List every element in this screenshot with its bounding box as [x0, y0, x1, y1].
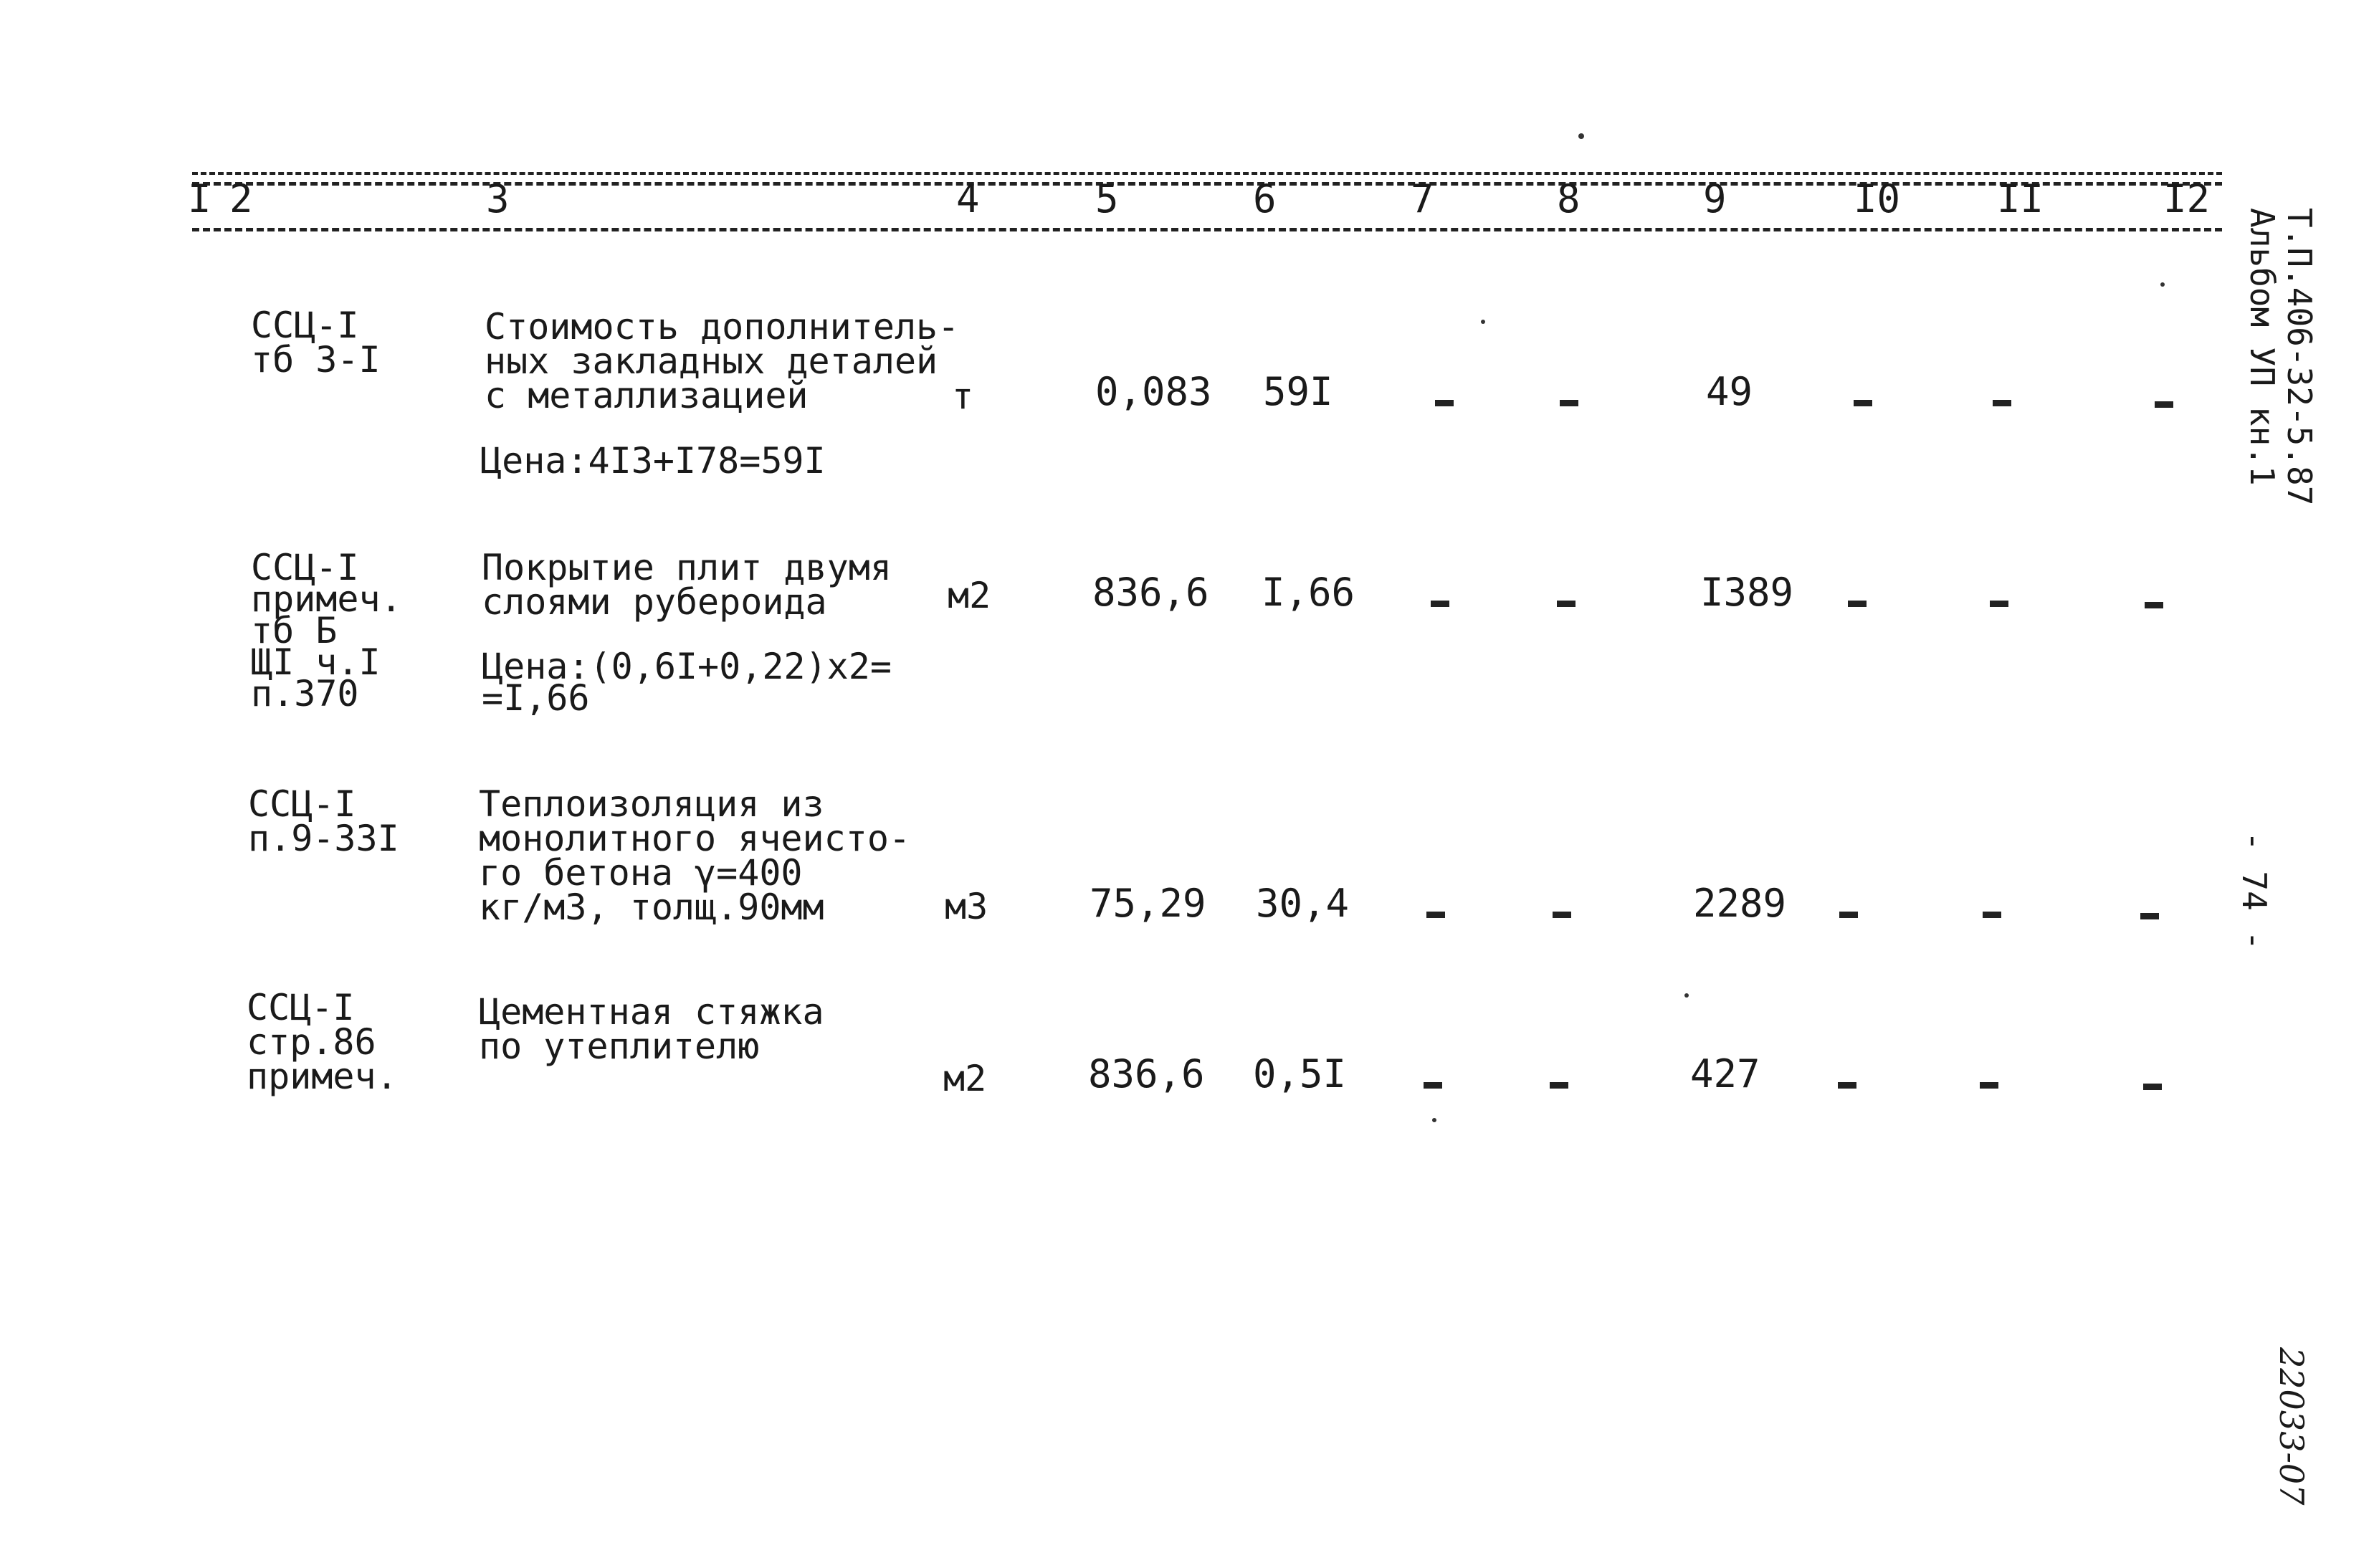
table-row-1-quantity: 0,083 [1095, 369, 1212, 414]
table-row-2-unit-price: I,66 [1262, 570, 1355, 615]
table-row-4-col11-dash [1980, 1082, 1998, 1089]
scan-speck [1481, 320, 1485, 324]
table-row-2-total: I389 [1700, 570, 1794, 615]
table-row-4-description: Цементная стяжка по утеплителю [479, 991, 824, 1067]
margin-document-code: Т.П.406-32-5.87 Альбом УП кн.1 [2243, 208, 2319, 506]
table-row-4-col8-dash [1550, 1082, 1568, 1089]
table-row-1-col11-dash [1993, 400, 2011, 406]
table-row-3-col11-dash [1983, 912, 2001, 918]
col-header-7: 7 [1411, 176, 1434, 221]
table-row-1-col8-dash [1560, 400, 1578, 406]
table-row-1-col7-dash [1435, 400, 1454, 406]
col-header-9: 9 [1703, 176, 1727, 221]
table-row-4-col7-dash [1424, 1082, 1442, 1089]
table-row-1-code: ССЦ-I тб 3-I [251, 305, 381, 381]
table-row-4-code: ССЦ-I стр.86 примеч. [247, 987, 398, 1097]
margin-stamp-number: 22033-07 [2272, 1347, 2311, 1506]
table-row-4-unit-price: 0,5I [1253, 1051, 1347, 1096]
table-row-3-unit: м3 [945, 886, 988, 927]
table-row-1-description: Стоимость дополнитель- ных закладных деталей с металлизацией [485, 306, 960, 416]
table-header-rule-lower [192, 228, 2222, 231]
scan-speck [1684, 993, 1689, 998]
col-header-11: II [1997, 176, 2044, 221]
col-header-2: 2 [229, 176, 253, 221]
table-row-4-quantity: 836,6 [1088, 1051, 1205, 1096]
table-row-1-price-note: Цена:4I3+I78=59I [480, 440, 826, 482]
table-row-2-price-note: Цена:(0,6I+0,22)х2= =I,66 [482, 646, 892, 719]
table-row-4-unit: м2 [943, 1058, 987, 1099]
scan-speck [1432, 1118, 1436, 1122]
col-header-12: I2 [2163, 176, 2211, 221]
table-row-1-unit-price: 59I [1263, 369, 1333, 414]
table-row-2-col7-dash [1431, 601, 1449, 607]
table-row-3-total: 2289 [1693, 881, 1787, 926]
scan-speck [2160, 282, 2165, 287]
table-row-3-code: ССЦ-I п.9-33I [248, 783, 399, 859]
table-row-1-unit: т [952, 376, 974, 417]
col-header-8: 8 [1557, 176, 1581, 221]
col-header-1: I [188, 176, 211, 221]
table-row-1-col10-dash [1854, 400, 1872, 406]
table-row-3-col8-dash [1553, 912, 1571, 918]
col-header-4: 4 [956, 176, 980, 221]
table-row-2-col12-dash [2145, 602, 2163, 608]
table-row-2-unit: м2 [948, 575, 991, 616]
table-row-2-col10-dash [1848, 601, 1867, 607]
col-header-3: 3 [486, 176, 510, 221]
table-row-1-total: 49 [1706, 369, 1753, 414]
table-row-4-col12-dash [2143, 1084, 2162, 1090]
table-row-1-col12-dash [2155, 401, 2173, 408]
table-row-4-col10-dash [1838, 1082, 1856, 1089]
scan-speck [1578, 133, 1584, 139]
table-row-2-col8-dash [1557, 601, 1575, 607]
table-row-2-col11-dash [1990, 601, 2008, 607]
table-row-3-description: Теплоизоляция из монолитного ячеисто- го бетона γ=400 кг/м3, толщ.90мм [479, 783, 911, 928]
table-row-3-unit-price: 30,4 [1256, 881, 1350, 926]
table-row-3-col10-dash [1839, 912, 1858, 918]
margin-page-number: - 74 - [2235, 831, 2274, 951]
table-top-rule [192, 172, 2222, 175]
table-row-4-total: 427 [1690, 1051, 1760, 1096]
table-row-3-col7-dash [1426, 912, 1445, 918]
table-row-3-quantity: 75,29 [1090, 881, 1206, 926]
table-row-2-code: ССЦ-I примеч. тб Б ЩI ч.I п.370 [251, 547, 402, 714]
table-row-2-quantity: 836,6 [1092, 570, 1209, 615]
table-row-2-description: Покрытие плит двумя слоями рубероида [482, 547, 892, 623]
col-header-6: 6 [1253, 176, 1277, 221]
col-header-5: 5 [1095, 176, 1119, 221]
col-header-10: I0 [1854, 176, 1901, 221]
table-row-3-col12-dash [2140, 913, 2159, 919]
